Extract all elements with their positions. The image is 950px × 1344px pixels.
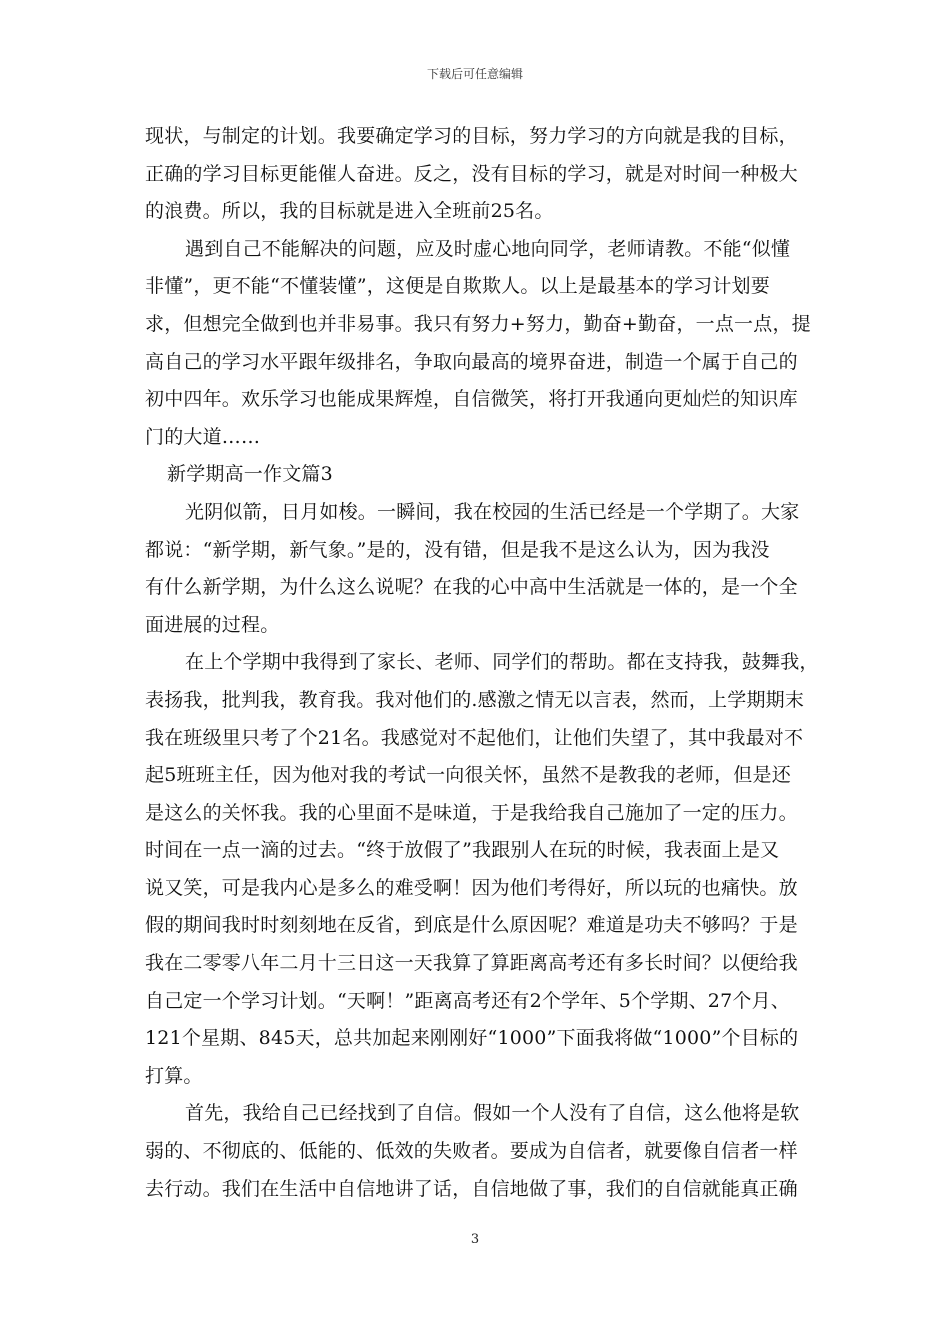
page-header: 下载后可任意编辑 bbox=[426, 67, 523, 81]
text-line: 去行动。我们在生活中自信地讲了话，自信地做了事，我们的自信就能真正确 bbox=[145, 1177, 798, 1200]
text-line: 时间在一点一滴的过去。“终于放假了”我跟别人在玩的时候，我表面上是又 bbox=[145, 839, 780, 862]
text-line: 起5班班主任，因为他对我的考试一向很关怀，虽然不是教我的老师，但是还 bbox=[145, 764, 791, 787]
text-line: 是这么的关怀我。我的心里面不是味道，于是我给我自己施加了一定的压力。 bbox=[145, 801, 798, 824]
document-body bbox=[145, 118, 819, 1208]
text-line: 有什么新学期，为什么这么说呢？在我的心中高中生活就是一体的，是一个全 bbox=[145, 576, 798, 599]
text-line: 非懂”，更不能“不懂装懂”，这便是自欺欺人。以上是最基本的学习计划要 bbox=[145, 275, 770, 298]
text-line: 光阴似箭，日月如梭。一瞬间，我在校园的生活已经是一个学期了。大家 bbox=[185, 500, 800, 523]
text-line: 在上个学期中我得到了家长、老师、同学们的帮助。都在支持我，鼓舞我， bbox=[185, 651, 819, 674]
page-number: 3 bbox=[470, 1232, 480, 1247]
text-line: 求，但想完全做到也并非易事。我只有努力+努力，勤奋+勤奋，一点一点，提 bbox=[145, 312, 811, 335]
text-line: 都说：“新学期，新气象。”是的，没有错，但是我不是这么认为，因为我没 bbox=[145, 538, 770, 561]
text-line: 自己定一个学习计划。“天啊！”距离高考还有2个学年、5个学期、27个月、 bbox=[145, 989, 790, 1012]
text-line: 假的期间我时时刻刻地在反省，到底是什么原因呢？难道是功夫不够吗？于是 bbox=[145, 914, 798, 937]
text-line: 正确的学习目标更能催人奋进。反之，没有目标的学习，就是对时间一种极大 bbox=[145, 162, 798, 185]
text-line: 打算。 bbox=[145, 1064, 203, 1087]
text-line: 121个星期、845天，总共加起来刚刚好“1000”下面我将做“1000”个目标的 bbox=[145, 1027, 799, 1050]
text-line: 表扬我，批判我，教育我。我对他们的.感激之情无以言表，然而，上学期期末 bbox=[145, 688, 805, 711]
text-line: 遇到自己不能解决的问题，应及时虚心地向同学，老师请教。不能“似懂 bbox=[185, 237, 791, 260]
section-heading: 新学期高一作文篇3 bbox=[167, 463, 333, 486]
text-line: 我在班级里只考了个21名。我感觉对不起他们，让他们失望了，其中我最对不 bbox=[145, 726, 804, 749]
text-line: 弱的、不彻底的、低能的、低效的失败者。要成为自信者，就要像自信者一样 bbox=[145, 1140, 798, 1163]
text-line: 现状，与制定的计划。我要确定学习的目标，努力学习的方向就是我的目标， bbox=[145, 125, 798, 147]
text-line: 的浪费。所以，我的目标就是进入全班前25名。 bbox=[145, 200, 554, 223]
text-line: 说又笑，可是我内心是多么的难受啊！因为他们考得好，所以玩的也痛快。放 bbox=[145, 876, 798, 899]
text-line: 门的大道…… bbox=[145, 425, 261, 448]
text-line: 我在二零零八年二月十三日这一天我算了算距离高考还有多长时间？以便给我 bbox=[145, 952, 798, 975]
text-line: 高自己的学习水平跟年级排名，争取向最高的境界奋进，制造一个属于自己的 bbox=[145, 350, 798, 373]
text-line: 面进展的过程。 bbox=[145, 613, 280, 636]
text-line: 初中四年。欢乐学习也能成果辉煌，自信微笑，将打开我通向更灿烂的知识库 bbox=[145, 388, 798, 411]
text-line: 首先，我给自己已经找到了自信。假如一个人没有了自信，这么他将是软 bbox=[185, 1102, 800, 1125]
